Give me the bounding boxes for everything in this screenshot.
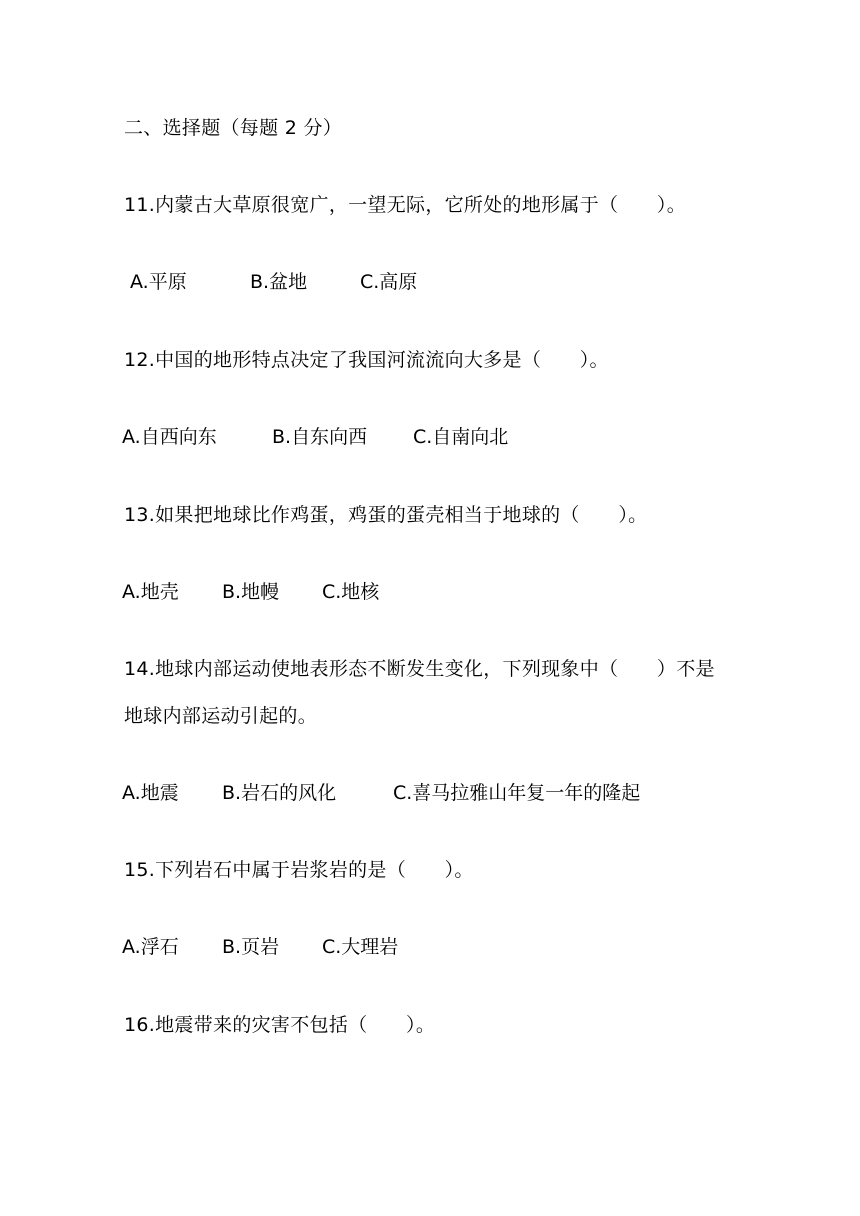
option-c: C.喜马拉雅山年复一年的隆起 bbox=[393, 782, 641, 804]
option-a: A.地壳 bbox=[122, 581, 179, 603]
question-14-line-1: 14.地球内部运动使地表形态不断发生变化，下列现象中（ ）不是 bbox=[124, 658, 715, 680]
question-13: 13.如果把地球比作鸡蛋，鸡蛋的蛋壳相当于地球的（ ）。 bbox=[124, 504, 648, 526]
question-16: 16.地震带来的灾害不包括（ ）。 bbox=[124, 1014, 436, 1036]
option-b: B.盆地 bbox=[250, 271, 308, 293]
option-a: A.浮石 bbox=[122, 936, 179, 958]
option-b: B.地幔 bbox=[222, 581, 280, 603]
question-15: 15.下列岩石中属于岩浆岩的是（ ）。 bbox=[124, 859, 474, 881]
section-title: 二、选择题（每题 2 分） bbox=[124, 117, 343, 139]
option-c: C.高原 bbox=[360, 271, 418, 293]
question-12: 12.中国的地形特点决定了我国河流流向大多是（ ）。 bbox=[124, 349, 609, 371]
option-c: C.地核 bbox=[322, 581, 380, 603]
option-c: C.大理岩 bbox=[322, 936, 399, 958]
option-a: A.自西向东 bbox=[122, 426, 217, 448]
option-c: C.自南向北 bbox=[413, 426, 509, 448]
option-b: B.岩石的风化 bbox=[222, 782, 337, 804]
question-11: 11.内蒙古大草原很宽广，一望无际，它所处的地形属于（ ）。 bbox=[124, 194, 687, 216]
question-14-line-2: 地球内部运动引起的。 bbox=[124, 705, 318, 727]
option-a: A.平原 bbox=[130, 271, 187, 293]
option-a: A.地震 bbox=[122, 782, 179, 804]
option-b: B.页岩 bbox=[222, 936, 280, 958]
option-b: B.自东向西 bbox=[272, 426, 368, 448]
